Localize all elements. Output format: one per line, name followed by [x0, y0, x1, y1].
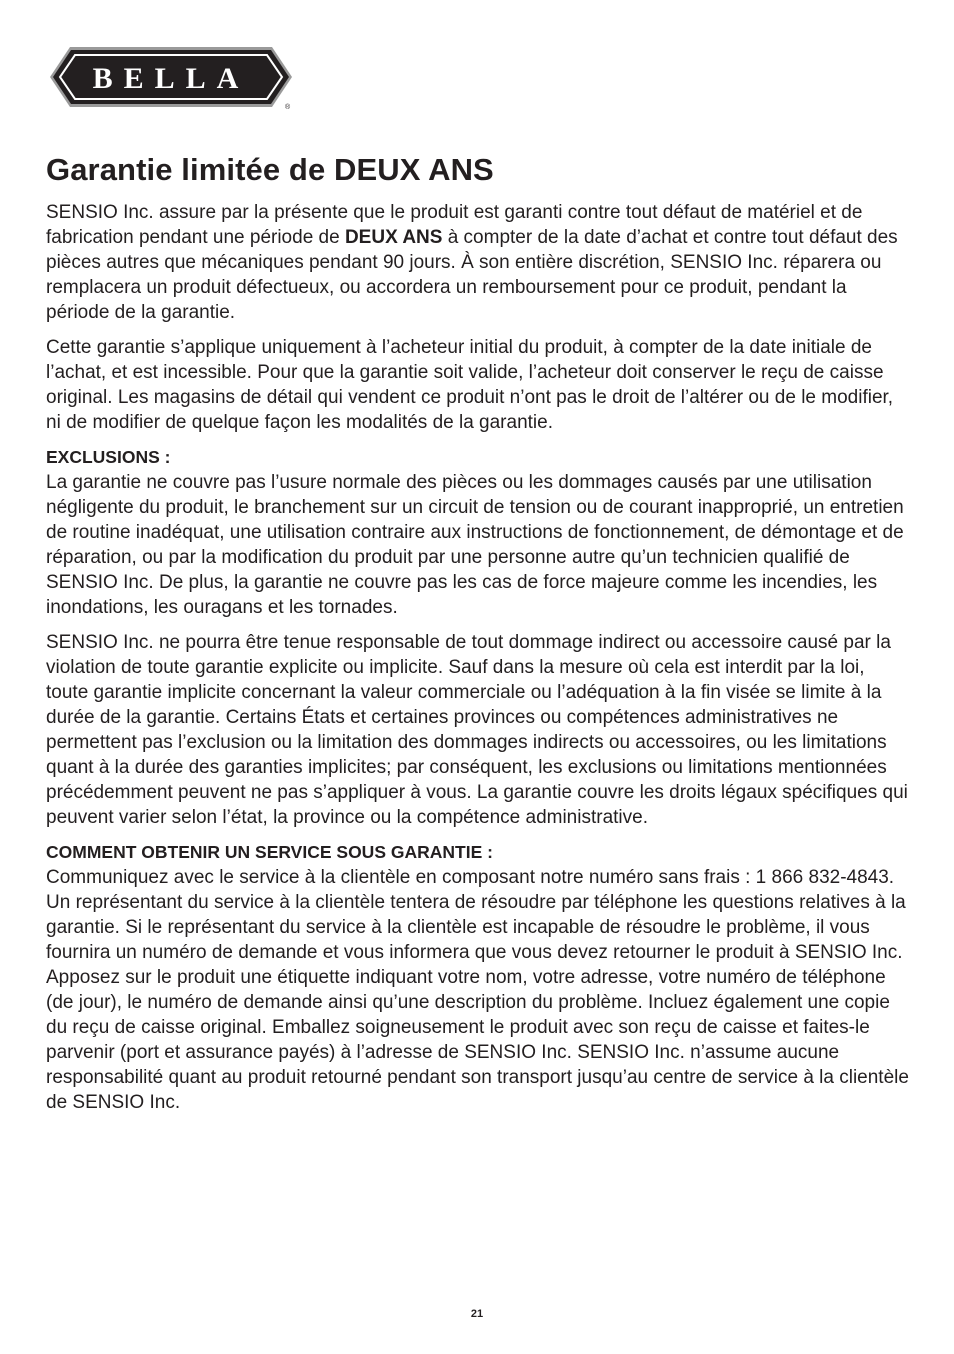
intro-paragraph-2: Cette garantie s’applique uniquement à l’acheteur initial du produit, à compter de la date initiale de l’achat, et est incessible. Pour que la garantie soit valide, l’acheteur doit conserver le reçu de caisse original. Les magasins de détail qui vendent ce produit n’ont pas le droit de l’altérer ou de le modifier, ni de modifier de quelque façon les modalités de la garantie. [46, 337, 894, 433]
service-section [46, 840, 912, 1115]
exclusions-heading: EXCLUSIONS : [46, 447, 171, 467]
exclusions-section [46, 445, 912, 620]
exclusions-paragraph-1: La garantie ne couvre pas l’usure normale des pièces ou les dommages causés par une utilisation négligente du produit, le branchement sur un circuit de tension ou de courant inapproprié, un entretien de routine inadéquat, une utilisation contraire aux instructions de fonctionnement, de démontage et de réparation, ou par la modification du produit par une personne autre qu’un technicien qualifié de SENSIO Inc. De plus, la garantie ne couvre pas les cas de force majeure comme les incendies, les inondations, les ouragans et les tornades. [46, 472, 904, 618]
page-title: Garantie limitée de DEUX ANS [46, 152, 494, 187]
service-heading: COMMENT OBTENIR UN SERVICE SOUS GARANTIE : [46, 842, 493, 862]
service-paragraph: Communiquez avec le service à la clientèle en composant notre numéro sans frais : 1 866 832-4843. Un représentant du service à la clientèle tentera de résoudre par téléphone les questions relatives à la garantie. Si le représentant du service à la clientèle est incapable de résoudre le problème, il vous fournira un numéro de demande et vous informera que vous devez retourner le produit à SENSIO Inc. Apposez sur le produit une étiquette indiquant votre nom, votre adresse, votre numéro de téléphone (de jour), le numéro de demande ainsi qu’une description du problème. Incluez également une copie du reçu de caisse original. Emballez soigneusement le produit avec son reçu de caisse et faites-le parvenir (port et assurance payés) à l’adresse de SENSIO Inc. SENSIO Inc. n’assume aucune responsabilité quant au produit retourné pendant son transport jusqu’au centre de service à la clientèle de SENSIO Inc. [46, 867, 909, 1113]
bella-logo [46, 46, 296, 112]
exclusions-paragraph-2: SENSIO Inc. ne pourra être tenue responsable de tout dommage indirect ou accessoire causé par la violation de toute garantie explicite ou implicite. Sauf dans la mesure où cela est interdit par la loi, toute garantie implicite concernant la valeur commerciale ou l’adéquation à la fin visée se limite à la durée de la garantie. Certains États et certaines provinces ou compétences administratives ne permettent pas l’exclusion ou la limitation des dommages indirects ou accessoires, ou les limitations quant à la durée des garanties implicites; par conséquent, les exclusions ou limitations mentionnées précédemment peuvent ne pas s’appliquer à vous. La garantie couvre les droits légaux spécifiques qui peuvent varier selon l’état, la province ou la compétence administrative. [46, 632, 908, 828]
registered-mark: ® [285, 104, 291, 111]
page-number: 21 [470, 1308, 484, 1320]
intro-paragraph-1: SENSIO Inc. assure par la présente que le produit est garanti contre tout défaut de matériel et de fabrication pendant une période de DEUX ANS à compter de la date d’achat et contre tout défaut des pièces autres que mécaniques pendant 90 jours. À son entière discrétion, SENSIO Inc. réparera ou remplacera un produit défectueux, ou accordera un remboursement pour ce produit, pendant la période de la garantie. [46, 202, 898, 323]
intro-bold-term: DEUX ANS [344, 227, 443, 248]
warranty-body [46, 200, 912, 1125]
logo-text: BELLA [92, 62, 250, 95]
